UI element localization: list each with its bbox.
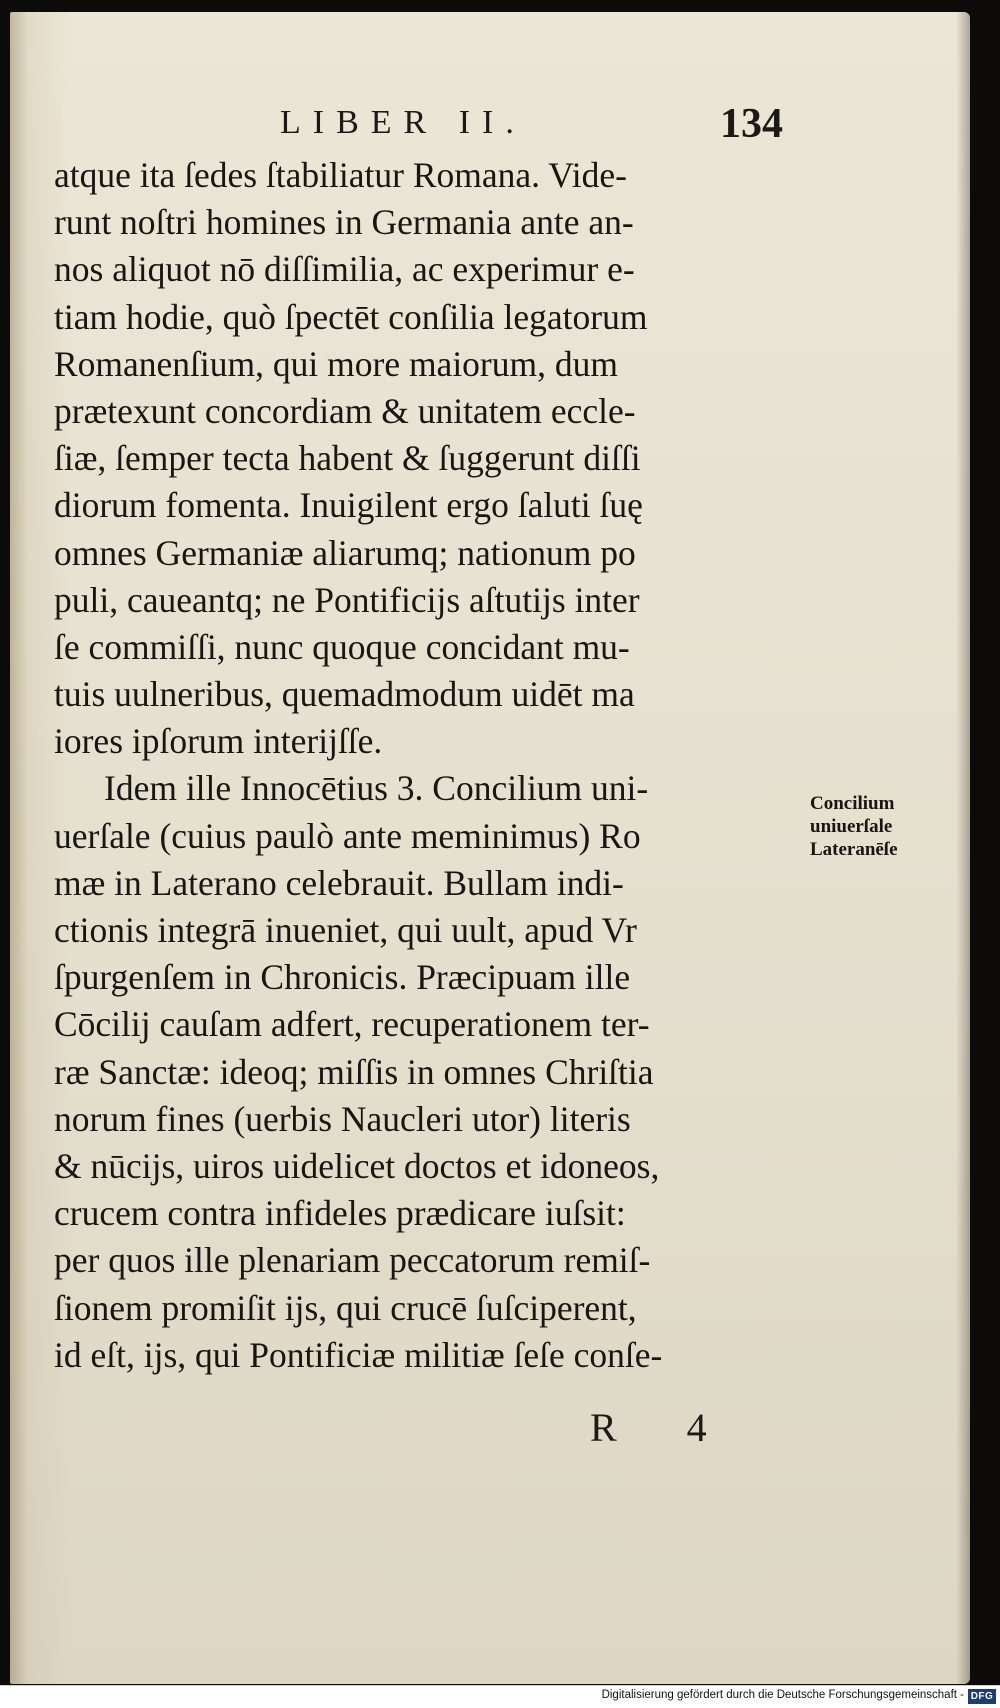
- text-line: Romanenſium, qui more maiorum, dum: [54, 343, 618, 384]
- dfg-logo-icon: DFG: [968, 1689, 996, 1704]
- text-line: ctionis integrā inueniet, qui uult, apud Vr: [54, 910, 637, 950]
- text-line: ſpurgenſem in Chronicis. Præcipuam ille: [54, 957, 631, 998]
- text-line: atque ita ſedes ſtabiliatur Romana. Vide-: [54, 155, 627, 195]
- text-line: runt noſtri homines in Germania ante an-: [54, 202, 634, 243]
- marginal-note-line: Concilium: [810, 793, 895, 814]
- text-line: tiam hodie, quò ſpectēt conſilia legatorum: [54, 296, 648, 337]
- signature-mark: R 4: [590, 1405, 737, 1450]
- text-line: ſiæ, ſemper tecta habent & ſuggerunt diſſi: [54, 438, 641, 479]
- text-line: puli, caueantq; ne Pontificijs aſtutijs inter: [54, 579, 640, 620]
- text-line: per quos ille plenariam peccatorum remiſ-: [54, 1240, 651, 1281]
- text-line: ſionem promiſit ijs, qui crucē ſuſciperent,: [54, 1287, 637, 1328]
- text-line: uerſale (cuius paulò ante meminimus) Ro: [54, 815, 641, 856]
- text-line: & nūcijs, uiros uidelicet doctos et idoneos,: [54, 1145, 660, 1186]
- text-line: mæ in Laterano celebrauit. Bullam indi-: [54, 862, 624, 903]
- text-line: norum fines (uerbis Naucleri utor) literis: [54, 1098, 631, 1139]
- marginal-note: [810, 792, 940, 861]
- page-edge-shadow: [956, 12, 970, 1684]
- marginal-note-line: uniuerſale: [810, 816, 893, 837]
- text-line: tuis uulneribus, quemadmodum uidēt ma: [54, 674, 635, 715]
- text-line: diorum fomenta. Inuigilent ergo ſaluti ſuę: [54, 485, 643, 526]
- page-header: [280, 101, 820, 154]
- marginal-note-line: Lateranēſe: [810, 839, 898, 860]
- text-line: omnes Germaniæ aliarumq; nationum po: [54, 532, 636, 573]
- text-line: crucem contra infideles prædicare iuſsit:: [54, 1193, 626, 1234]
- running-title: LIBER II.: [280, 104, 526, 141]
- text-line: ſe commiſſi, nunc quoque concidant mu-: [54, 626, 630, 667]
- text-line: nos aliquot nō diſſimilia, ac experimur e-: [54, 249, 635, 290]
- page-number: 134: [720, 101, 783, 147]
- text-line: iores ipſorum interijſſe.: [54, 721, 383, 762]
- text-line: ræ Sanctæ: ideoq; miſſis in omnes Chriſtia: [54, 1051, 654, 1092]
- book-page: [10, 12, 970, 1684]
- body-text: [54, 152, 814, 1379]
- text-line: Cōcilij cauſam adfert, recuperationem ter-: [54, 1004, 650, 1045]
- text-line: prætexunt concordiam & unitatem eccle-: [54, 390, 636, 431]
- funding-credit: Digitalisierung gefördert durch die Deutsche Forschungsgemeinschaft -: [601, 1689, 964, 1701]
- text-line: id eſt, ijs, qui Pontificiæ militiæ ſeſe conſe-: [54, 1334, 663, 1375]
- footer-bar: [0, 1685, 1000, 1708]
- paragraph-start-line: Idem ille Innocētius 3. Concilium uni-: [104, 768, 649, 809]
